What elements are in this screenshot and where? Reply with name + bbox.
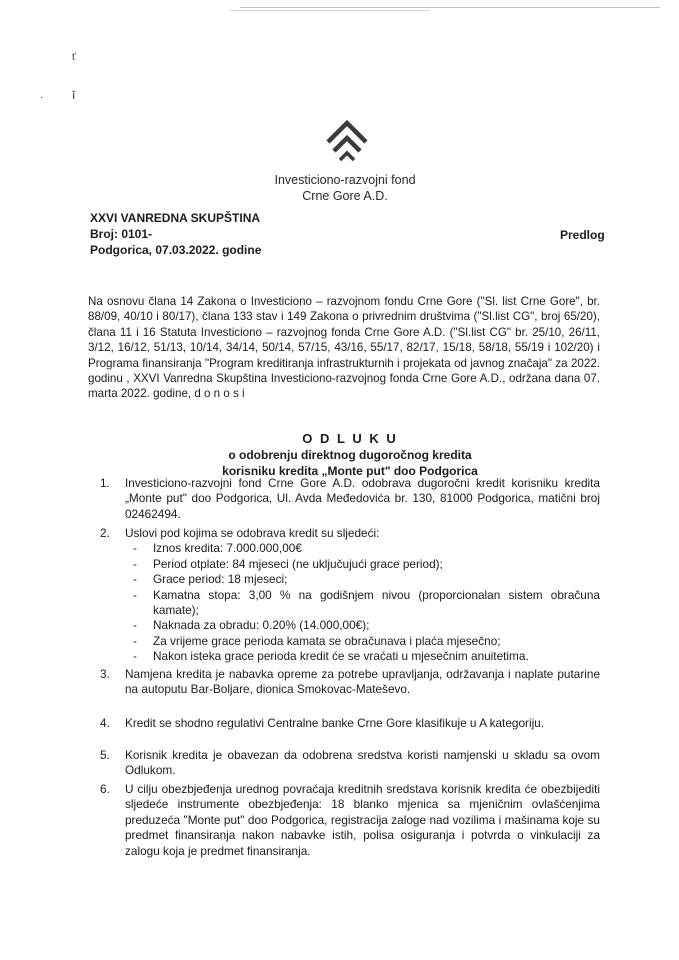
item-number: 1. <box>100 476 110 490</box>
decision-subtitle: korisniku kredita „Monte put" doo Podgorica <box>222 464 478 478</box>
item-text: Uslovi pod kojima se odobrava kredit su sljedeći: <box>125 526 380 540</box>
margin-mark: · <box>40 92 44 103</box>
margin-mark: ť <box>72 52 76 63</box>
item-text: Namjena kredita je nabavka opreme za potrebe upravljanja, održavanja i naplate putarine na autoputu Bar-Boljare, dionica Smokovac-Mateševo. <box>125 667 600 697</box>
item-number: 5. <box>100 748 110 762</box>
condition-item: - Za vrijeme grace perioda kamata se obračunava i plaća mjesečno; <box>133 633 501 648</box>
item-text: Korisnik kredita je obavezan da odobrena sredstva koristi namjenski u skladu sa ovom Odlukom. <box>125 748 600 778</box>
item-text: Kredit se shodno regulativi Centralne banke Crne Gore klasifikuje u A kategoriju. <box>125 716 545 730</box>
condition-item: - Kamatna stopa: 3,00 % na godišnjem nivou (proporcionalan sistem obračuna kamate); <box>133 587 600 618</box>
margin-mark: ī <box>72 88 76 102</box>
decision-title <box>100 430 600 479</box>
organization-line2: Crne Gore A.D. <box>302 189 388 203</box>
condition-item: - Iznos kredita: 7.000.000,00€ <box>133 541 302 556</box>
document-header <box>90 210 261 258</box>
decision-subtitle: o odobrenju direktnog dugoročnog kredita <box>228 448 472 462</box>
place-date: Podgorica, 07.03.2022. godine <box>90 243 262 257</box>
conditions-list <box>125 541 600 664</box>
condition-item: - Period otplate: 84 mjeseci (ne uključujući grace period); <box>133 556 443 571</box>
item-number: 2. <box>100 526 110 540</box>
item-text: U cilju obezbjeđenja urednog povraćaja kreditnih sredstava korisnik kredita će obezbijediti sljedeće instrumente obezbjeđenja: 18 blanko mjenica sa mjeničnim ovlašćenjima preduzeća "Monte put" doo Podgorica, registracija zaloge nad vozilima i mašinama koje su predmet finansiranja nakon nabavke istih, polisa osiguranja i potvrda o vinkulaciji za zalogu koja je predmet finansiranja. <box>125 782 600 858</box>
scan-artifact-line <box>240 7 660 8</box>
item-number: 6. <box>100 782 110 796</box>
document-number: Broj: 0101- <box>90 227 153 241</box>
condition-item: - Grace period: 18 mjeseci; <box>133 572 288 587</box>
scan-artifact-line <box>230 10 430 11</box>
decision-heading: O D L U K U <box>302 431 398 446</box>
item-body <box>125 526 600 665</box>
proposal-label: Predlog <box>560 228 605 242</box>
item-number: 4. <box>100 716 110 730</box>
organization-line1: Investiciono-razvojni fond <box>274 173 416 187</box>
session-title: XXVI VANREDNA SKUPŠTINA <box>90 211 261 225</box>
condition-item: - Nakon isteka grace perioda kredit će se vraćati u mjesečnim anuitetima. <box>133 649 529 664</box>
condition-item: - Naknada za obradu: 0.20% (14.000,00€); <box>133 618 370 633</box>
preamble-paragraph: Na osnovu člana 14 Zakona o Investiciono – razvojnom fondu Crne Gore ("Sl. list Crne Gore", br. 88/09, 40/10 i 80/17), člana 133 stav i 149 Zakona o privrednim društvima ("Sl.list CG", broj 65/20), člana 11 i 16 Statuta Investiciono – razvojnog fonda Crne Gore A.D. ("Sl.list CG" br. 25/10, 26/11, 3/12, 16/12, 51/13, 10/14, 34/14, 50/14, 57/15, 43/16, 55/17, 82/17, 15/18, 58/18, 55/19 i 102/20) i Programa finansiranja "Program kreditiranja infrastrukturnih i projekata od javnog značaja" za 2022. godinu , XXVI Vanredna Skupština Investiciono-razvojnog fonda Crne Gore A.D., održana dana 07. marta 2022. godine, d o n o s i <box>88 295 600 401</box>
item-number: 3. <box>100 667 110 681</box>
organization-name <box>250 172 440 204</box>
fund-logo-icon <box>322 116 372 164</box>
item-text: Investiciono-razvojni fond Crne Gore A.D. odobrava dugoročni kredit korisniku kredita „Monte put" doo Podgorica, Ul. Avda Međedovića br. 130, 81000 Podgorica, matični broj 02462494. <box>125 476 600 521</box>
